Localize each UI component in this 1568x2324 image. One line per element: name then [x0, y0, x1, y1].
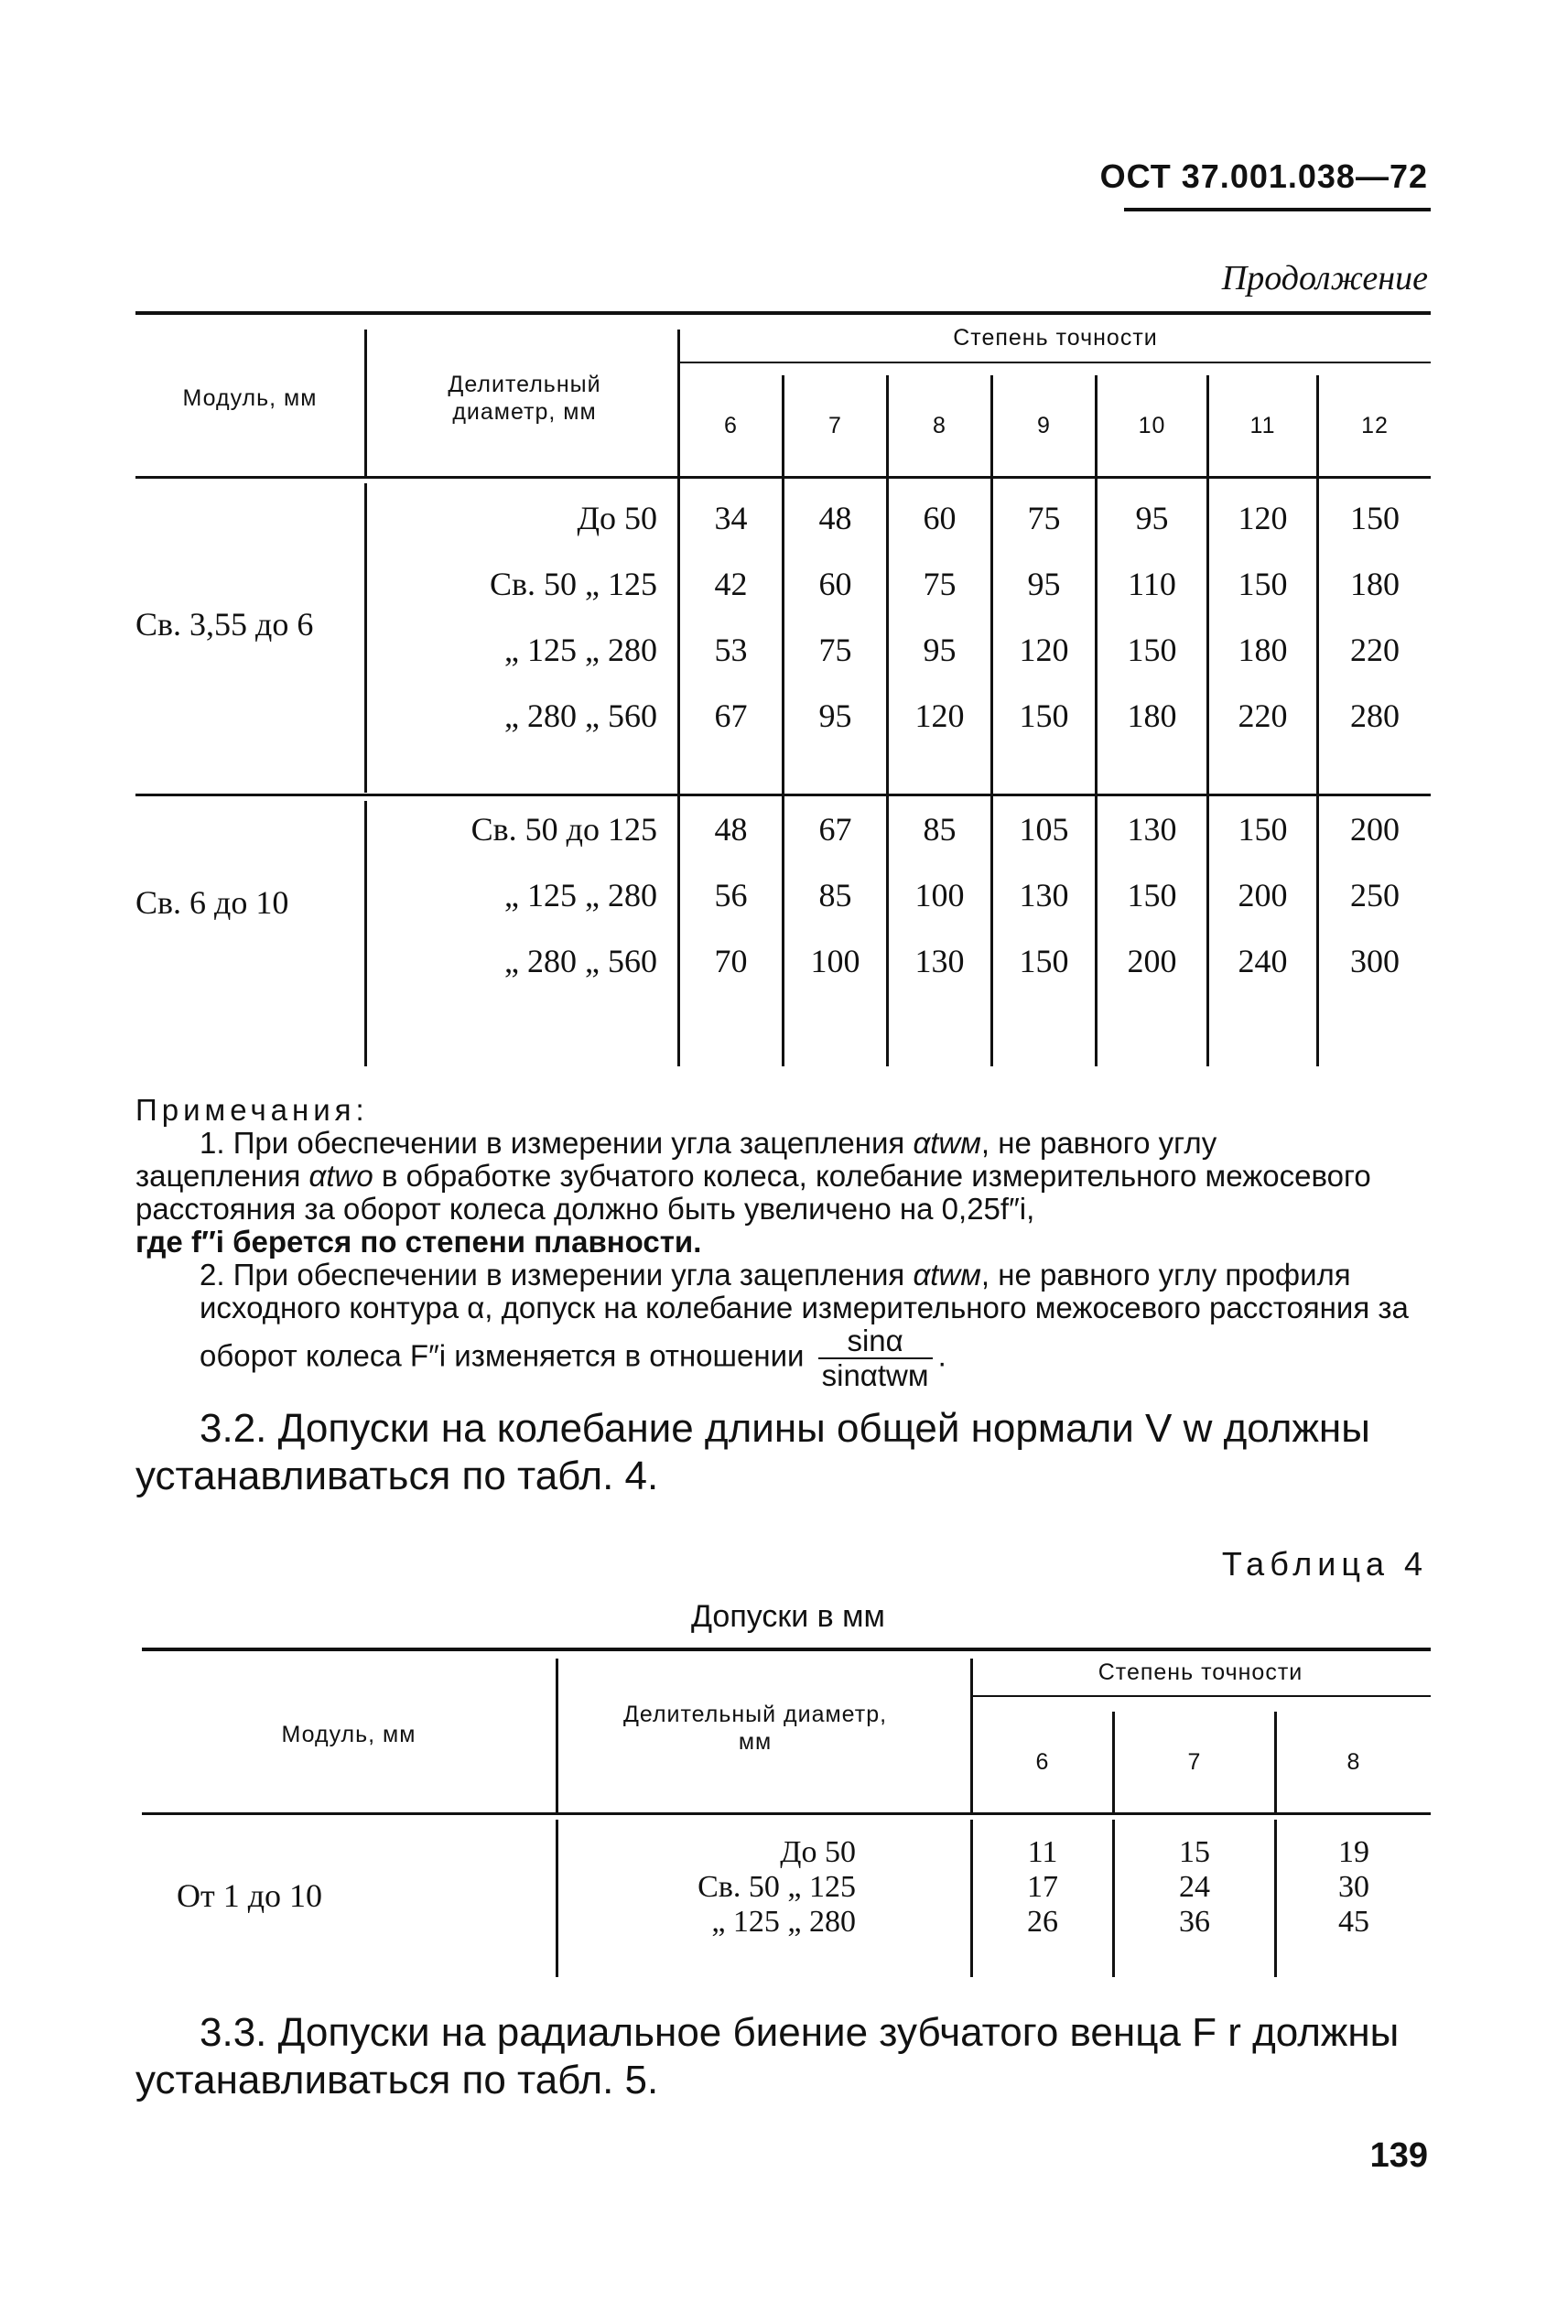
value-cell: 110	[1128, 566, 1176, 602]
diameter-cell: „ 125 „ 280	[504, 632, 657, 668]
value-cell: 240	[1238, 943, 1288, 979]
value-cell: 85	[923, 811, 957, 848]
value-cell: 95	[923, 632, 957, 668]
note-2: 2. При обеспечении в измерении угла зацепления αtwм, не равного углу профиля исходного контура α, допуск на колебание измерительного межосевого расстояния за оборот колеса F″i изменяется в отношении $\frac{\sin\alpha}{\text{sinαtwм}}$ .	[200, 1258, 1409, 1392]
grade-header-cell: 10	[1138, 413, 1166, 438]
tolerance-table-continued	[135, 311, 1431, 1066]
grade-header-cell: 9	[1037, 413, 1051, 438]
header-underline	[1124, 208, 1431, 211]
value-cell: 48	[714, 811, 748, 848]
grade-header-cell: 7	[828, 413, 842, 438]
grade-header-cell: 11	[1249, 413, 1276, 438]
diameter-cell: „ 280 „ 560	[504, 943, 657, 979]
value-cell: 56	[714, 877, 748, 913]
col-header-module: Модуль, мм	[182, 385, 318, 411]
value-cell: 150	[1019, 943, 1069, 979]
value-cell: 130	[1019, 877, 1069, 913]
value-cell: 53	[714, 632, 748, 668]
diameter-cell: До 50	[780, 1835, 856, 1869]
diameter-cell: Св. 50 „ 125	[490, 566, 657, 602]
col-divider	[364, 801, 367, 1066]
grade-header-cell: 7	[1187, 1749, 1202, 1775]
value-cell: 180	[1127, 697, 1177, 734]
header-bottom-rule	[142, 1812, 1431, 1815]
diameter-cell: Св. 50 „ 125	[697, 1870, 856, 1904]
value-cell: 45	[1338, 1905, 1369, 1939]
document-code: ОСТ 37.001.038—72	[1099, 157, 1428, 195]
value-cell: 200	[1350, 811, 1400, 848]
table-top-rule	[142, 1648, 1431, 1651]
table-4-units: Допуски в мм	[691, 1599, 885, 1634]
value-cell: 34	[714, 500, 748, 536]
diameter-cell: „ 125 „ 280	[711, 1905, 856, 1939]
value-cell: 200	[1127, 943, 1177, 979]
value-cell: 150	[1019, 697, 1069, 734]
note-1: 1. При обеспечении в измерении угла зацепления αtwм, не равного углу	[200, 1126, 1217, 1160]
value-cell: 130	[914, 943, 965, 979]
value-cell: 120	[1238, 500, 1288, 536]
diameter-cell: „ 280 „ 560	[504, 697, 657, 734]
value-cell: 95	[1135, 500, 1169, 536]
grade-header-rule	[680, 362, 1431, 363]
col-header-module: Модуль, мм	[281, 1722, 416, 1747]
value-cell: 105	[1019, 811, 1069, 848]
continuation-label: Продолжение	[1221, 259, 1428, 297]
value-cell: 100	[914, 877, 965, 913]
value-cell: 220	[1350, 632, 1400, 668]
paragraph-3-2: 3.2. Допуски на колебание длины общей нормали V w должны устанавливаться по табл. 4.	[135, 1406, 1370, 1498]
value-cell: 70	[714, 943, 748, 979]
value-cell: 75	[923, 566, 957, 602]
value-cell: 280	[1350, 697, 1400, 734]
diameter-cell: До 50	[577, 500, 657, 536]
note-1-cont: зацепления αtwo в обработке зубчатого колеса, колебание измерительного межосевого расстояния за оборот колеса должно быть увеличено на 0,25f″i,	[135, 1159, 1371, 1226]
col-header-grade: Степень точности	[953, 325, 1158, 351]
col-divider	[556, 1820, 558, 1977]
value-cell: 120	[1019, 632, 1069, 668]
grade-header-rule	[970, 1695, 1431, 1697]
module-cell: Св. 6 до 10	[135, 884, 289, 921]
value-cell: 95	[818, 697, 852, 734]
value-cell: 24	[1179, 1870, 1210, 1904]
value-cell: 250	[1350, 877, 1400, 913]
col-header-grade: Степень точности	[1098, 1659, 1303, 1685]
value-cell: 75	[1027, 500, 1061, 536]
value-cell: 150	[1127, 632, 1177, 668]
diameter-cell: „ 125 „ 280	[504, 877, 657, 913]
table-4-label: Таблица 4	[1221, 1545, 1428, 1583]
grade-header-cell: 6	[1035, 1749, 1050, 1775]
value-cell: 85	[818, 877, 852, 913]
value-cell: 36	[1179, 1905, 1210, 1939]
value-cell: 17	[1027, 1870, 1058, 1904]
value-cell: 67	[818, 811, 852, 848]
grade-header-cell: 6	[724, 413, 738, 438]
value-cell: 11	[1027, 1835, 1058, 1869]
paragraph-3-3: 3.3. Допуски на радиальное биение зубчатого венца F r должны устанавливаться по табл. 5.	[135, 2010, 1400, 2102]
note-1-end: где f″i берется по степени плавности.	[135, 1225, 702, 1259]
value-cell: 42	[714, 566, 748, 602]
col-divider	[364, 330, 367, 476]
diameter-cell: Св. 50 до 125	[470, 811, 657, 848]
col-header-diameter: Делительный диаметр, мм	[448, 372, 601, 425]
value-cell: 75	[818, 632, 852, 668]
module-cell: Св. 3,55 до 6	[135, 606, 314, 643]
notes-block	[135, 1094, 1431, 1392]
value-cell: 150	[1238, 566, 1288, 602]
table-4	[142, 1648, 1431, 1977]
value-cell: 180	[1350, 566, 1400, 602]
value-cell: 48	[818, 500, 852, 536]
symbol-atwm: αtwм	[913, 1126, 981, 1160]
value-cell: 220	[1238, 697, 1288, 734]
col-header-diameter: Делительный диаметр, мм	[622, 1702, 888, 1755]
grade-header-cell: 8	[933, 413, 946, 438]
value-cell: 60	[923, 500, 957, 536]
value-cell: 67	[714, 697, 748, 734]
table-top-rule	[135, 311, 1431, 315]
grade-header-cell: 8	[1346, 1749, 1361, 1775]
value-cell: 150	[1127, 877, 1177, 913]
value-cell: 180	[1238, 632, 1288, 668]
value-cell: 95	[1027, 566, 1061, 602]
value-cell: 200	[1238, 877, 1288, 913]
value-cell: 300	[1350, 943, 1400, 979]
ratio-fraction: $\frac{\sin\alpha}{\text{sinαtwм}}$	[818, 1324, 933, 1392]
col-divider	[556, 1659, 558, 1812]
value-cell: 150	[1238, 811, 1288, 848]
grade-header-cell: 12	[1361, 413, 1389, 438]
value-cell: 150	[1350, 500, 1400, 536]
symbol-atwo: αtwo	[308, 1159, 373, 1193]
value-cell: 120	[914, 697, 965, 734]
value-cell: 60	[818, 566, 852, 602]
notes-title: Примечания:	[135, 1093, 369, 1127]
value-cell: 15	[1179, 1835, 1210, 1869]
page-number: 139	[1369, 2136, 1428, 2175]
value-cell: 30	[1338, 1870, 1369, 1904]
value-cell: 100	[810, 943, 860, 979]
col-divider	[364, 483, 367, 793]
value-cell: 19	[1338, 1835, 1369, 1869]
value-cell: 26	[1027, 1905, 1058, 1939]
module-cell: От 1 до 10	[177, 1877, 323, 1914]
value-cell: 130	[1127, 811, 1177, 848]
